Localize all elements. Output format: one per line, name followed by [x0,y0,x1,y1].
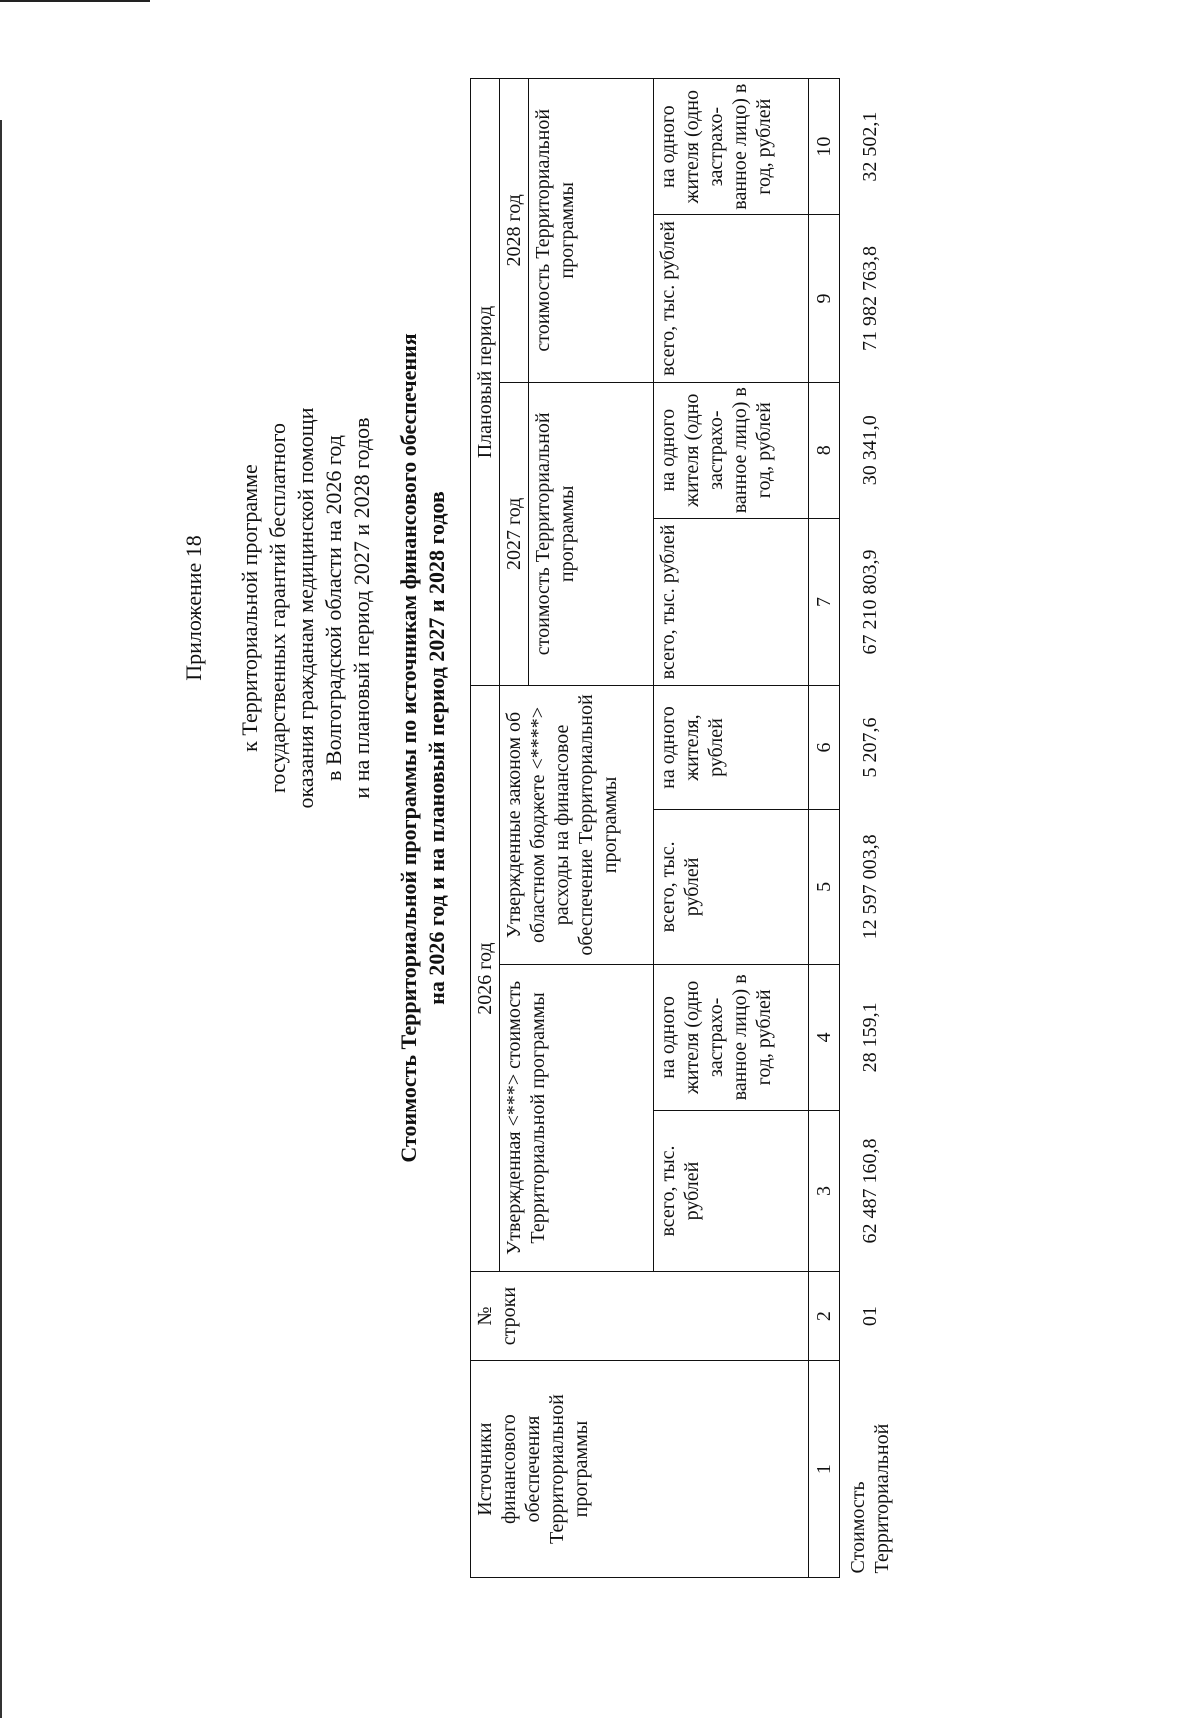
column-number: 7 [809,518,840,685]
table-row [840,79,901,1578]
financing-table [470,78,900,1578]
column-number: 6 [809,686,840,810]
header-per-resident: на одного жителя, рублей [654,686,809,810]
row-number: 01 [859,1306,881,1327]
column-number: 3 [809,1110,840,1271]
column-number: 1 [809,1361,840,1578]
header-approved-budget: Утвержденные законом об областном бюджете <****> расходы на финансовое обеспечение Территориальной программы [500,686,654,965]
title-line-1: Стоимость Территориальной программы по источникам финансового обеспечения [396,333,421,1163]
appendix-block [180,328,376,1628]
column-number: 2 [809,1272,840,1361]
column-number: 4 [809,964,840,1110]
column-number: 9 [809,215,840,382]
header-row-1 [471,79,500,1578]
header-per-insured-2026: на одного жителя (одно застрахо-ванное лицо) в год, рублей [654,964,809,1110]
header-year-2027: 2027 год [500,382,529,686]
header-total-2028: всего, тыс. рублей [654,215,809,382]
appendix-line: оказания гражданам медицинской помощи [293,407,318,809]
value-total-2027: 67 210 803,9 [859,549,881,655]
appendix-line: государственных гарантий бесплатного [265,422,290,794]
column-number: 5 [809,809,840,964]
value-total-2026: 62 487 160,8 [859,1138,881,1244]
header-per-insured-2028: на одного жителя (одно застрахо-ванное лицо) в год, рублей [654,79,809,215]
title-line-2: на 2026 год и на плановый период 2027 и 2028 годов [424,491,449,1005]
header-planning-period: Плановый период [471,79,500,686]
document-title [395,158,451,1338]
header-total-budget: всего, тыс. рублей [654,809,809,964]
header-per-insured-2027: на одного жителя (одно застрахо-ванное лицо) в год, рублей [654,382,809,518]
value-total-2028: 71 982 763,8 [859,245,881,351]
appendix-line: и на плановый период 2027 и 2028 годов [349,417,374,799]
value-per-insured-2026: 28 159,1 [859,1002,881,1073]
header-approved-cost: Утвержденная <***> стоимость Территориальной программы [500,964,654,1271]
value-total-budget: 12 597 003,8 [859,834,881,940]
header-year-2028: 2028 год [500,79,529,383]
row-label: Стоимость Территориальной [847,1423,893,1574]
header-year-2026: 2026 год [471,686,500,1272]
appendix-line: в Волгоградской области на 2026 год [321,435,346,781]
header-total-2026: всего, тыс. рублей [654,1110,809,1271]
header-source: Источники финансового обеспечения Территориальной программы [471,1361,809,1578]
column-number: 8 [809,382,840,518]
column-number: 10 [809,79,840,215]
value-per-resident: 5 207,6 [859,717,881,778]
header-total-2027: всего, тыс. рублей [654,518,809,685]
header-cost-2027: стоимость Территориальной программы [529,382,654,686]
value-per-insured-2028: 32 502,1 [859,111,881,182]
header-cost-2028: стоимость Территориальной программы [529,79,654,383]
appendix-line: к Территориальной программе [237,464,262,752]
value-per-insured-2027: 30 341,0 [859,415,881,486]
header-row-number: № строки [471,1272,809,1361]
column-number-row [809,79,840,1578]
appendix-line: Приложение 18 [181,535,206,681]
